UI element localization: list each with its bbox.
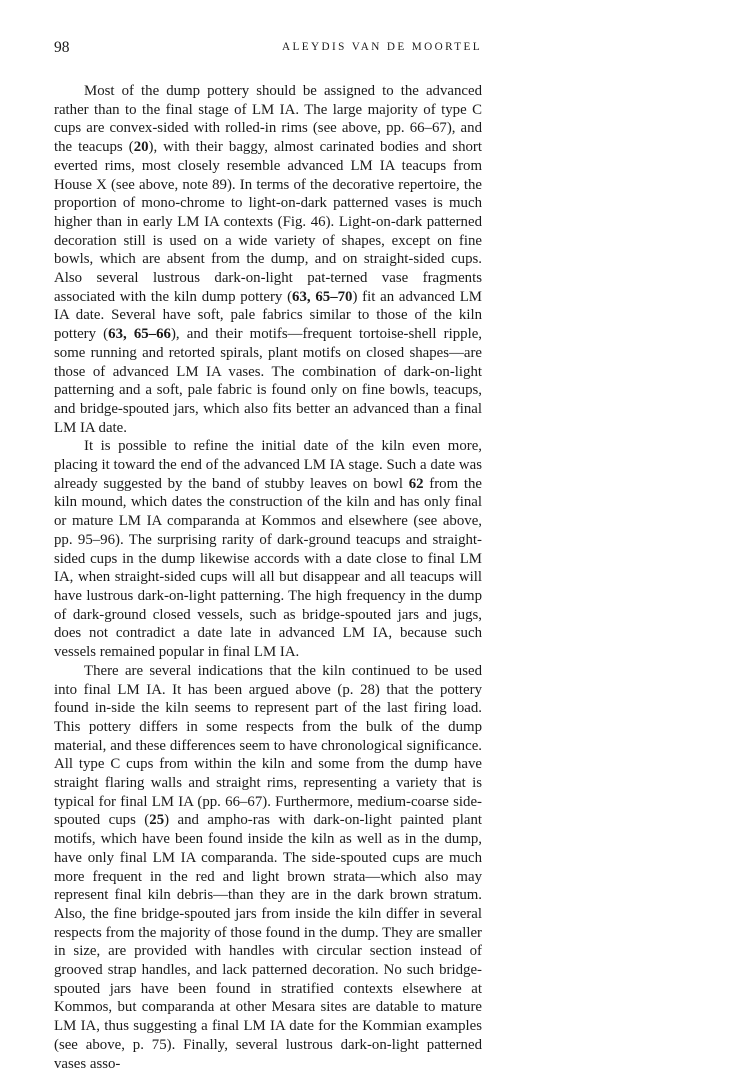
paragraph-3-text: There are several indications that the kiln continued to be used into final LM IA. It has been argued above (p. 28) that the pottery found in-side the kiln seems to represent part of the last firing load. This pottery differs in some respects from the bulk of the dump material, and these differences seem to have chronological significance. All type C cups from within the kiln and some from the dump have straight flaring walls and straight rims, representing a variety that is typical for final LM IA (pp. 66–67). Furthermore, medium-coarse side-spouted cups ( <box>54 662 482 829</box>
paragraph-2-text: from the kiln mound, which dates the construction of the kiln and has only final or mature LM IA comparanda at Kommos and elsewhere (see above, pp. 95–96). The surprising rarity of dark-ground teacups and straight-sided cups in the dump likewise accords with a date close to final LM IA, when straight-sided cups will all but disappear and all teacups will have lustrous dark-on-light patterning. The high frequency in the dump of dark-ground closed vessels, such as bridge-spouted jars and jugs, does not contradict a date late in advanced LM IA, because such vessels remained popular in final LM IA. <box>54 475 482 661</box>
paragraph-1-text: Most of the dump pottery should be assigned to the advanced rather than to the final stage of LM IA. The large majority of type C cups are convex-sided with rolled-in rims (see above, pp. 66–67), and the teacups ( <box>54 83 482 156</box>
paragraph-2 <box>54 437 482 661</box>
paragraph-1-text: ), and their motifs—frequent tortoise-shell ripple, some running and retorted spirals, plant motifs on closed shapes—are those of advanced LM IA vases. The combination of dark-on-light patterning and a soft, pale fabric is found only on fine bowls, teacups, and bridge-spouted jars, which also fits better an advanced than a final LM IA date. <box>54 326 483 436</box>
running-head: ALEYDIS VAN DE MOORTEL <box>282 41 482 53</box>
paragraph-1-text: ) fit an advanced LM IA date. Several have soft, pale fabrics similar to those of the kiln pottery ( <box>54 288 482 343</box>
catalog-ref-25: 25 <box>149 812 165 829</box>
catalog-ref-20: 20 <box>133 139 149 156</box>
body-text <box>54 82 482 1073</box>
catalog-ref-63-65-70: 63, 65–70 <box>292 288 353 305</box>
paragraph-3-text: ) and ampho-ras with dark-on-light painted plant motifs, which have been found inside the kiln as well as in the dump, have only final LM IA comparanda. The side-spouted cups are much more frequent in the red and light brown strata—which also may represent final kiln debris—than they are in the dark brown stratum. Also, the fine bridge-spouted jars from inside the kiln differ in several respects from the majority of those found in the dump. They are smaller in size, are provided with handles with circular section instead of grooved strap handles, and lack patterned decoration. No such bridge-spouted jars have been found in stratified contexts elsewhere at Kommos, but comparanda at other Mesara sites are datable to mature LM IA, thus suggesting a final LM IA date for the Kommian examples (see above, p. 75). Finally, several lustrous dark-on-light patterned vases asso- <box>54 812 482 1072</box>
page-header <box>54 39 482 61</box>
catalog-ref-63-65-66: 63, 65–66 <box>108 326 171 343</box>
paragraph-1 <box>54 82 482 437</box>
paragraph-1-text: ), with their baggy, almost carinated bodies and short everted rims, most closely resemble advanced LM IA teacups from House X (see above, note 89). In terms of the decorative repertoire, the proportion of mono-chrome to light-on-dark patterned vases is much higher than in early LM IA contexts (Fig. 46). Light-on-dark patterned decoration still is used on a wide variety of shapes, except on fine bowls, which are absent from the dump, and on straight-sided cups. Also several lustrous dark-on-light pat-terned vase fragments associated with the kiln dump pottery ( <box>54 139 482 305</box>
page-number: 98 <box>54 39 70 56</box>
paragraph-2-text: It is possible to refine the initial date of the kiln even more, placing it toward the end of the advanced LM IA stage. Such a date was already suggested by the band of stubby leaves on bowl <box>54 438 482 492</box>
paragraph-3 <box>54 662 482 1073</box>
catalog-ref-62: 62 <box>408 475 424 492</box>
